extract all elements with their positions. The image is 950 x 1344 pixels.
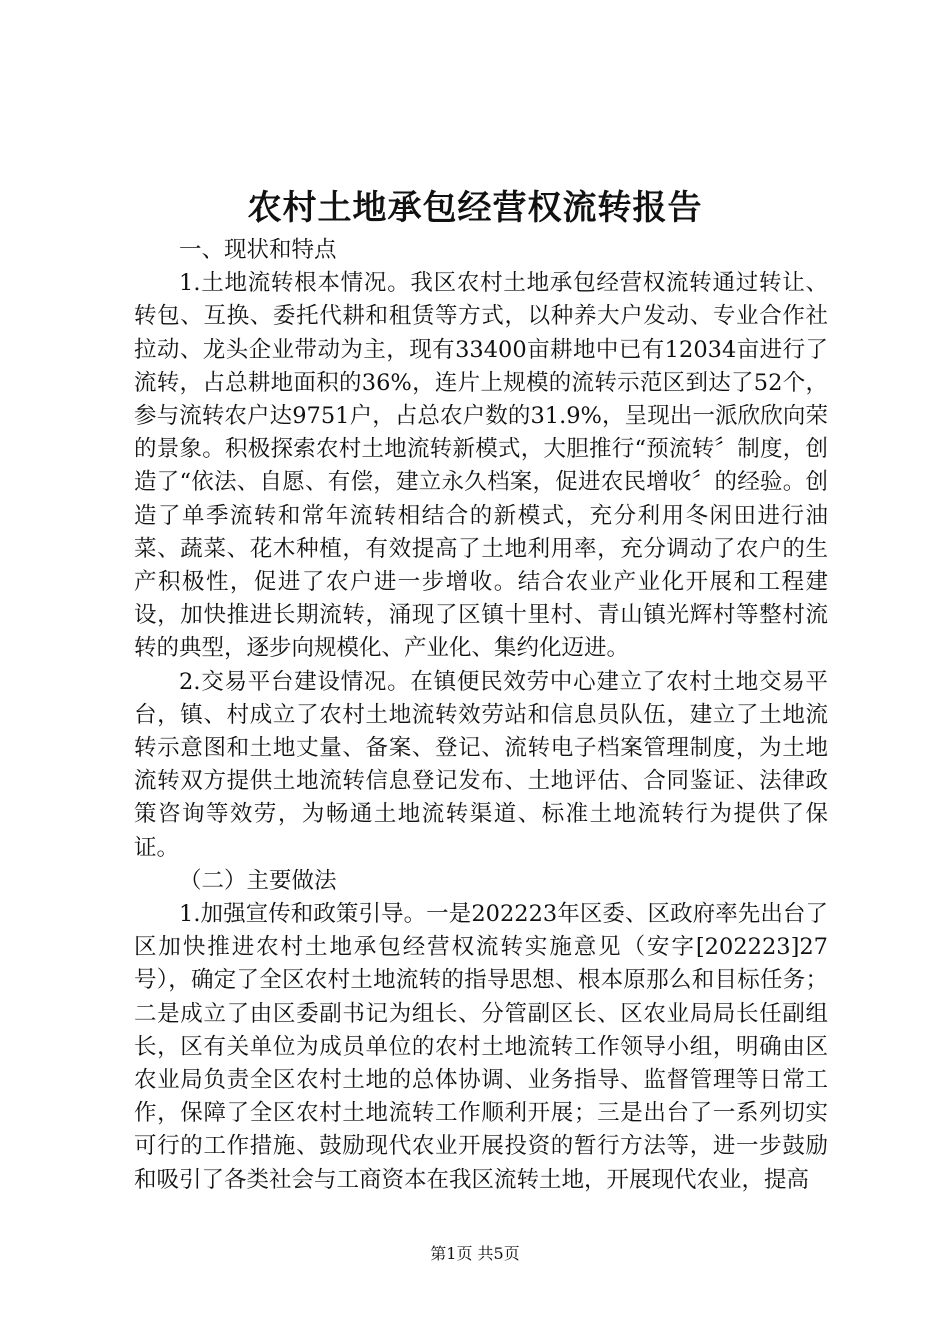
document-title: 农村土地承包经营权流转报告 [247,188,703,228]
page-number-footer: 第1页 共5页 [430,1244,520,1263]
paragraph-land-transfer-basics: 1.土地流转根本情况。我区农村土地承包经营权流转通过转让、转包、互换、委托代耕和租赁等方式，以种养大户发动、专业合作社拉动、龙头企业带动为主，现有33400亩耕地中已有12034亩进行了流转，占总耕地面积的36%，连片上规模的流转示范区到达了52个，参与流转农户达9751户，占总农户数的31.9%，呈现出一派欣欣向荣的景象。积极探索农村土地流转新模式，大胆推行“预流转〞制度，创造了“依法、自愿、有偿，建立永久档案，促进农民增收〞的经验。创造了单季流转和常年流转相结合的新模式，充分利用冬闲田进行油菜、蔬菜、花木种植，有效提高了土地利用率，充分调动了农户的生产积极性，促进了农户进一步增收。结合农业产业化开展和工程建设，加快推进长期流转，涌现了区镇十里村、青山镇光辉村等整村流转的典型，逐步向规模化、产业化、集约化迈进。 [134,270,828,662]
paragraph-publicity-policy: 1.加强宣传和政策引导。一是202223年区委、区政府率先出台了区加快推进农村土地承包经营权流转实施意见（安字[202223]27号），确定了全区农村土地流转的指导思想、根本原那么和目标任务；二是成立了由区委副书记为组长、分管副区长、区农业局局长任副组长，区有关单位为成员单位的农村土地流转工作领导小组，明确由区农业局负责全区农村土地的总体协调、业务指导、监督管理等日常工作，保障了全区农村土地流转工作顺利开展；三是出台了一系列切实可行的工作措施、鼓励现代农业开展投资的暂行方法等，进一步鼓励和吸引了各类社会与工商资本在我区流转土地，开展现代农业，提高 [134,901,828,1193]
section-heading-main-practices: （二）主要做法 [179,867,337,894]
paragraph-trading-platform: 2.交易平台建设情况。在镇便民效劳中心建立了农村土地交易平台，镇、村成立了农村土地流转效劳站和信息员队伍，建立了土地流转示意图和土地丈量、备案、登记、流转电子档案管理制度，为土地流转双方提供土地流转信息登记发布、土地评估、合同鉴证、法律政策咨询等效劳，为畅通土地流转渠道、标准土地流转行为提供了保证。 [134,668,828,861]
document-body [134,234,828,1197]
section-heading-status: 一、现状和特点 [179,237,337,263]
